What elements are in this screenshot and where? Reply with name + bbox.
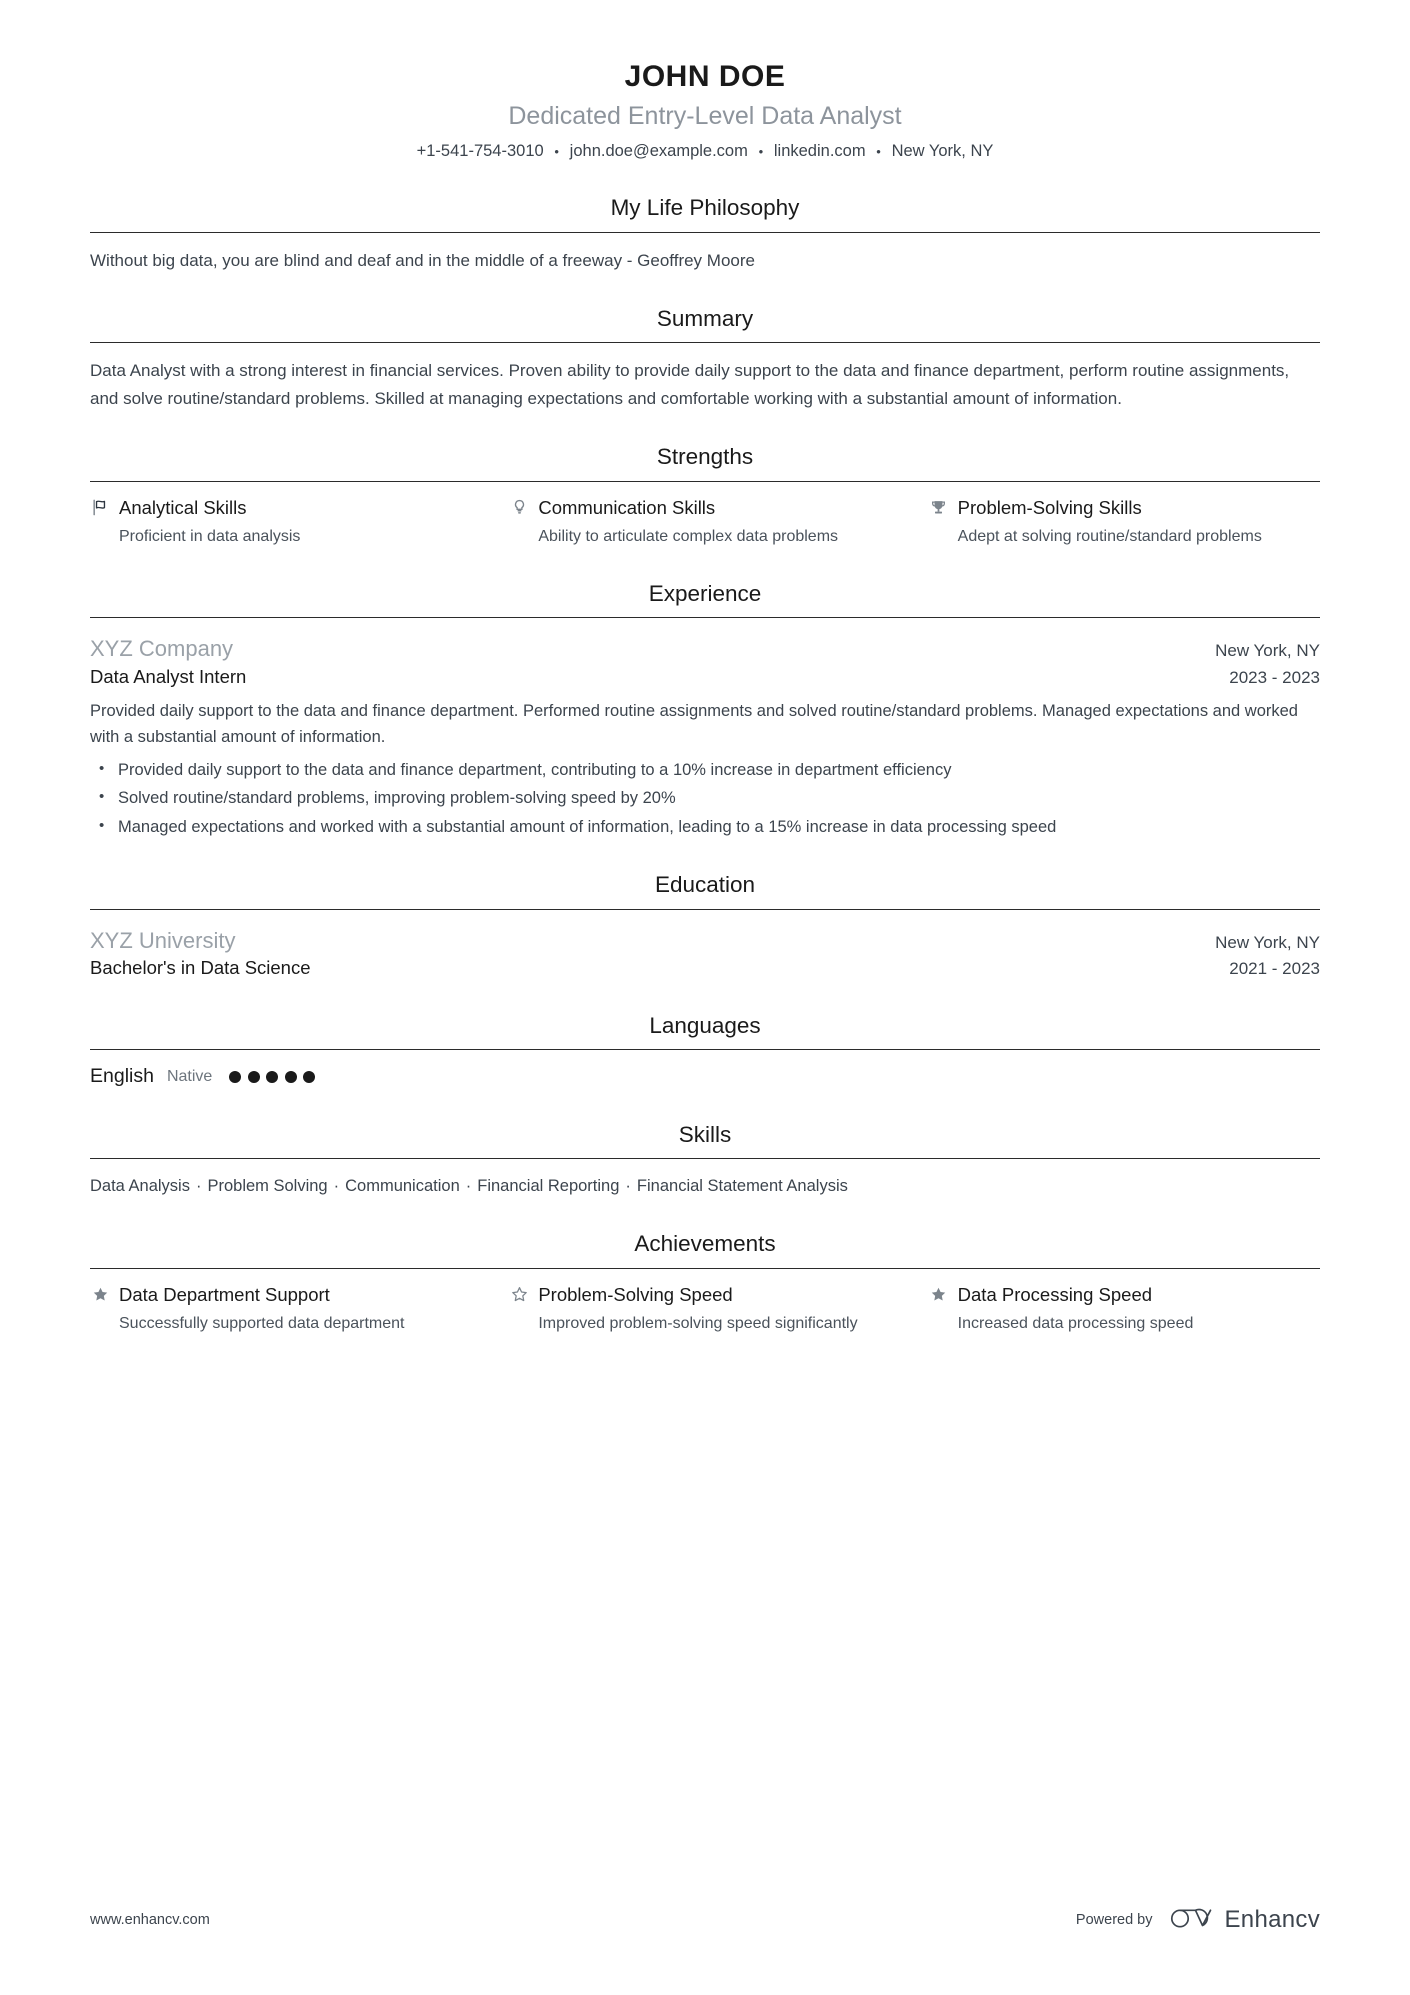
experience-org-row <box>90 634 1320 664</box>
section-achievements <box>90 1229 1320 1335</box>
skill-separator: · <box>333 1177 340 1196</box>
section-title-philosophy: My Life Philosophy <box>610 195 800 221</box>
education-degree-row <box>90 955 1320 981</box>
strengths-grid <box>90 496 1320 549</box>
experience-summary: Provided daily support to the data and finance department. Performed routine assignments and solved routine/standard problems. Managed expectations and worked with a substantial amount of information. <box>90 701 1298 746</box>
education-degree: Bachelor's in Data Science <box>90 957 311 979</box>
achievement-item-description: Improved problem-solving speed significantly <box>538 1314 858 1332</box>
candidate-role: Dedicated Entry-Level Data Analyst <box>508 101 902 130</box>
contact-item[interactable]: john.doe@example.com <box>569 142 748 161</box>
contact-line <box>90 140 1320 163</box>
strength-item-title: Analytical Skills <box>119 496 247 518</box>
strength-item-description: Adept at solving routine/standard problems <box>957 527 1262 545</box>
section-title-languages: Languages <box>649 1013 761 1039</box>
achievement-item-title: Data Processing Speed <box>957 1283 1153 1305</box>
section-experience <box>90 579 1320 841</box>
strength-item-description: Ability to articulate complex data problems <box>538 527 839 545</box>
experience-bullet: • Managed expectations and worked with a substantial amount of information, leading to a 15% increase in data processing speed <box>90 815 1320 841</box>
proficiency-dot <box>248 1071 260 1083</box>
section-skills <box>90 1120 1320 1200</box>
contact-separator: • <box>758 143 764 159</box>
philosophy-text: Without big data, you are blind and deaf and in the middle of a freeway - Geoffrey Moore <box>90 250 755 270</box>
experience-bullet: • Solved routine/standard problems, improving problem-solving speed by 20% <box>90 786 1320 812</box>
achievement-item <box>90 1283 509 1336</box>
achievement-item-title: Problem-Solving Speed <box>538 1283 733 1305</box>
achievement-item-title: Data Department Support <box>119 1283 330 1305</box>
education-org-row <box>90 926 1320 956</box>
experience-dates: 2023 - 2023 <box>1229 667 1320 687</box>
trophy-icon <box>929 498 949 518</box>
skill-separator: · <box>625 1177 631 1196</box>
education-location: New York, NY <box>1215 932 1320 952</box>
summary-text: Data Analyst with a strong interest in financial services. Proven ability to provide daily support to the data and finance department, perform routine assignments, and solve routine/standard problems. Skilled at managing expectations and comfortable working with a substantial amount of information. <box>90 361 1290 408</box>
experience-body <box>90 618 1320 840</box>
powered-by-label: Powered by <box>1075 1911 1153 1928</box>
section-title-skills: Skills <box>678 1121 732 1147</box>
skill-item: Data Analysis <box>90 1177 190 1196</box>
experience-entry <box>90 634 1320 840</box>
strength-item <box>509 496 928 549</box>
section-title-strengths: Strengths <box>656 444 754 470</box>
strength-item-description: Proficient in data analysis <box>119 527 301 545</box>
achievement-item <box>509 1283 928 1336</box>
page-footer <box>90 1904 1320 1935</box>
achievements-grid <box>90 1283 1320 1336</box>
strength-item-title: Problem-Solving Skills <box>957 496 1142 518</box>
experience-position: Data Analyst Intern <box>90 665 247 687</box>
contact-separator: • <box>554 143 559 159</box>
skill-item: Financial Statement Analysis <box>636 1177 848 1196</box>
section-title-experience: Experience <box>648 580 762 606</box>
proficiency-dot <box>229 1071 241 1083</box>
candidate-name: JOHN DOE <box>624 60 786 93</box>
skills-list <box>90 1173 1320 1199</box>
proficiency-dot <box>285 1071 297 1083</box>
lightbulb-icon <box>509 498 529 518</box>
section-title-summary: Summary <box>656 306 754 332</box>
section-title-education: Education <box>654 872 756 898</box>
contact-separator: • <box>876 143 881 159</box>
proficiency-dot <box>303 1071 315 1083</box>
experience-bullet: • Provided daily support to the data and finance department, contributing to a 10% increase in department efficiency <box>90 758 1320 784</box>
education-body <box>90 910 1320 982</box>
enhancv-brand <box>1169 1904 1321 1935</box>
section-summary <box>90 304 1320 412</box>
skill-item: Problem Solving <box>207 1177 328 1196</box>
languages-body <box>90 1050 1320 1089</box>
language-name: English <box>90 1065 154 1088</box>
experience-location: New York, NY <box>1215 640 1320 660</box>
flag-icon <box>90 498 110 518</box>
section-title-achievements: Achievements <box>634 1231 776 1257</box>
skill-separator: · <box>195 1177 202 1196</box>
strength-item <box>929 496 1320 549</box>
education-dates: 2021 - 2023 <box>1229 959 1320 979</box>
section-languages <box>90 1011 1320 1090</box>
strength-item-header <box>509 496 900 520</box>
achievement-item <box>929 1283 1320 1336</box>
section-strengths <box>90 442 1320 548</box>
strength-item-title: Communication Skills <box>538 496 716 518</box>
achievement-item-header <box>509 1283 900 1307</box>
resume-header <box>90 58 1320 163</box>
experience-title-row <box>90 664 1320 690</box>
experience-organization: XYZ Company <box>90 635 234 661</box>
language-proficiency-dots <box>229 1071 315 1083</box>
proficiency-dot <box>266 1071 278 1083</box>
star-outline-icon <box>509 1285 529 1305</box>
contact-item[interactable]: New York, NY <box>891 142 994 161</box>
enhancv-logo-icon <box>1169 1904 1215 1935</box>
section-philosophy <box>90 193 1320 274</box>
language-row <box>90 1064 1320 1089</box>
skill-item: Financial Reporting <box>477 1177 620 1196</box>
contact-item[interactable]: +1-541-754-3010 <box>416 142 544 161</box>
achievement-item-description: Successfully supported data department <box>119 1314 405 1332</box>
education-entry <box>90 926 1320 982</box>
strength-item-header <box>90 496 481 520</box>
section-education <box>90 870 1320 981</box>
education-institution: XYZ University <box>90 927 236 953</box>
star-filled-icon <box>929 1285 949 1305</box>
footer-url[interactable]: www.enhancv.com <box>90 1911 210 1928</box>
skill-item: Communication <box>345 1177 460 1196</box>
achievement-item-description: Increased data processing speed <box>957 1314 1194 1332</box>
enhancv-wordmark: Enhancv <box>1224 1905 1320 1933</box>
experience-bullet-list <box>90 758 1320 841</box>
strength-item <box>90 496 509 549</box>
footer-brand-block <box>1076 1904 1320 1935</box>
achievement-item-header <box>90 1283 481 1307</box>
language-level: Native <box>166 1068 213 1086</box>
contact-item[interactable]: linkedin.com <box>773 142 866 161</box>
skill-separator: · <box>465 1177 472 1196</box>
achievement-item-header <box>929 1283 1320 1307</box>
star-filled-icon <box>90 1285 110 1305</box>
strength-item-header <box>929 496 1320 520</box>
